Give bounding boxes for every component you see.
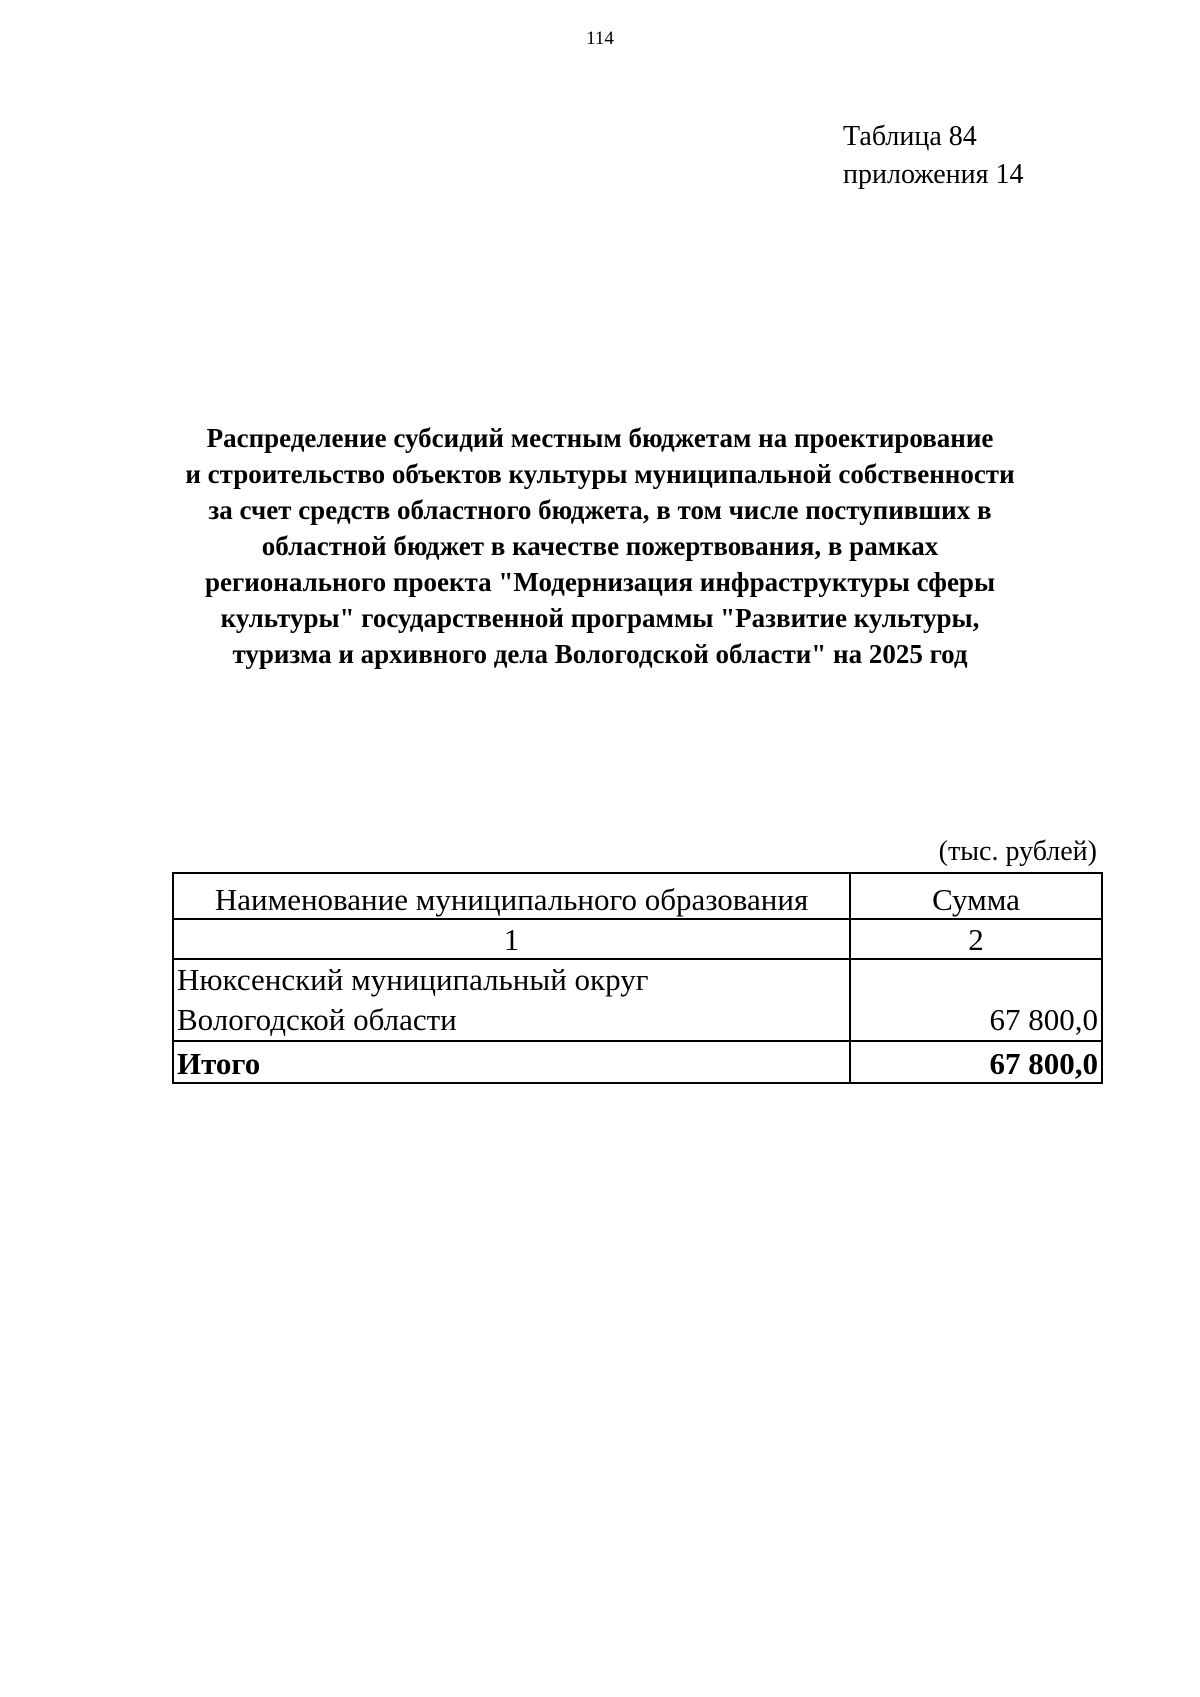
title-line: Распределение субсидий местным бюджетам на проектирование (206, 423, 994, 453)
header-municipality: Наименование муниципального образования (173, 873, 850, 919)
table-reference (843, 118, 1024, 194)
column-number-1: 1 (173, 919, 850, 959)
total-row (173, 1041, 1102, 1083)
table-reference-line-2: приложения 14 (843, 159, 1024, 190)
units-label: (тыс. рублей) (938, 836, 1097, 867)
municipality-sum: 67 800,0 (850, 959, 1102, 1041)
municipality-name-line-1: Нюксенский муниципальный округ (177, 962, 649, 997)
title-line: туризма и архивного дела Вологодской области" на 2025 год (232, 639, 968, 669)
title-line: регионального проекта "Модернизация инфраструктуры сферы (204, 567, 996, 597)
column-number-2: 2 (850, 919, 1102, 959)
page-number: 114 (586, 28, 614, 49)
column-number-row (173, 919, 1102, 959)
municipality-name-line-2: Вологодской области (177, 1002, 457, 1037)
title-line: и строительство объектов культуры муниципальной собственности (185, 459, 1015, 489)
table-reference-line-1: Таблица 84 (843, 121, 977, 152)
table-header-row (173, 873, 1102, 919)
municipality-name-cell (173, 959, 850, 1041)
total-label: Итого (173, 1041, 850, 1083)
header-sum: Сумма (850, 873, 1102, 919)
table-row (173, 959, 1102, 1041)
subsidy-table (172, 872, 1103, 1084)
title-line: за счет средств областного бюджета, в том числе поступивших в (208, 495, 992, 525)
total-sum: 67 800,0 (850, 1041, 1102, 1083)
title-line: культуры" государственной программы "Развитие культуры, (220, 603, 980, 633)
title-line: областной бюджет в качестве пожертвования, в рамках (261, 531, 939, 561)
document-title (150, 420, 1050, 672)
